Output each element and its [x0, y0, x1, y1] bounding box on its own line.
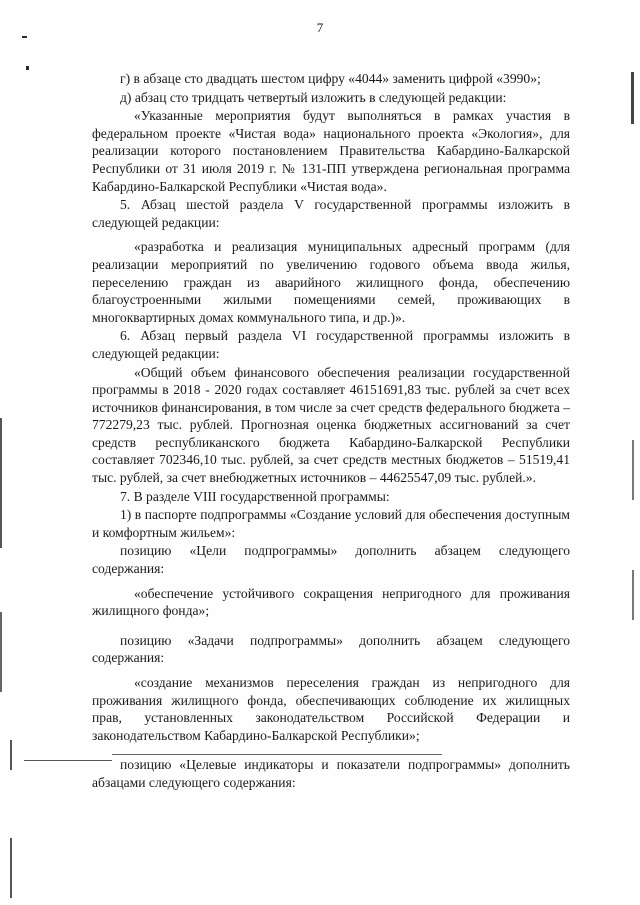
scan-mark	[632, 570, 634, 620]
paragraph: позицию «Задачи подпрограммы» дополнить абзацем следующего содержания:	[92, 632, 570, 666]
paragraph: позицию «Целевые индикаторы и показатели подпрограммы» дополнить абзацами следующего содержания:	[92, 757, 570, 790]
scan-mark	[22, 36, 27, 38]
paragraph: «создание механизмов переселения граждан из непригодного для проживания жилищного фонда, обеспечивающих соблюдение их жилищных прав, установленных законодательством Российской Федерации и законодательством Кабардино-Балкарской Республики»;	[92, 675, 570, 743]
paragraph: «Указанные мероприятия будут выполняться в рамках участия в федеральном проекте «Чистая вода» национального проекта «Экология», для реализации которого постановлением Правительства Кабардино-Балкарской Республики от 31 июля 2019 г. № 131-ПП утверждена региональная программа Кабардино-Балкарской Республики «Чистая вода».	[92, 108, 570, 194]
paragraph: 7. В разделе VIII государственной программы:	[120, 488, 390, 504]
paragraph: позицию «Цели подпрограммы» дополнить абзацем следующего содержания:	[92, 543, 570, 577]
scan-mark	[631, 72, 634, 124]
document-body	[92, 70, 570, 792]
paragraph: 1) в паспорте подпрограммы «Создание условий для обеспечения доступным и комфортным жильем»:	[92, 507, 570, 540]
scan-mark	[10, 740, 12, 770]
scan-mark	[0, 612, 2, 692]
scan-mark	[632, 440, 634, 500]
paragraph: «Общий объем финансового обеспечения реализации государственной программы в 2018 - 2020 годах составляет 46151691,83 тыс. рублей за счет всех источников финансирования, в том числе за счет средств федерального бюджета – 772279,23 тыс. рублей. Прогнозная оценка бюджетных ассигнований за счет средств республиканского бюджета Кабардино-Балкарской Республики составляет 702346,10 тыс. рублей, за счет средств местных бюджетов – 51519,41 тыс. рублей, за счет внебюджетных источников – 44625547,09 тыс. рублей.».	[92, 364, 570, 486]
scan-mark	[0, 418, 2, 548]
page-number: 7	[316, 20, 324, 35]
paragraph: 6. Абзац первый раздела VI государственной программы изложить в следующей редакции:	[92, 328, 570, 361]
paragraph: 5. Абзац шестой раздела V государственной программы изложить в следующей редакции:	[92, 197, 570, 230]
scan-mark	[26, 66, 29, 70]
paragraph: г) в абзаце сто двадцать шестом цифру «4044» заменить цифрой «3990»;	[120, 71, 541, 86]
paragraph: д) абзац сто тридцать четвертый изложить в следующей редакции:	[120, 89, 507, 105]
paragraph: «разработка и реализация муниципальных адресный программ (для реализации мероприятий по увеличению годового объема ввода жилья, переселению граждан из аварийного жилищного фонда, обеспечению благоустроенными жилыми помещениями семей, проживающих в многоквартирных домах коммунального типа, и др.)».	[92, 239, 570, 325]
scan-mark	[10, 838, 12, 898]
paragraph: «обеспечение устойчивого сокращения непригодного для проживания жилищного фонда»;	[92, 585, 570, 619]
